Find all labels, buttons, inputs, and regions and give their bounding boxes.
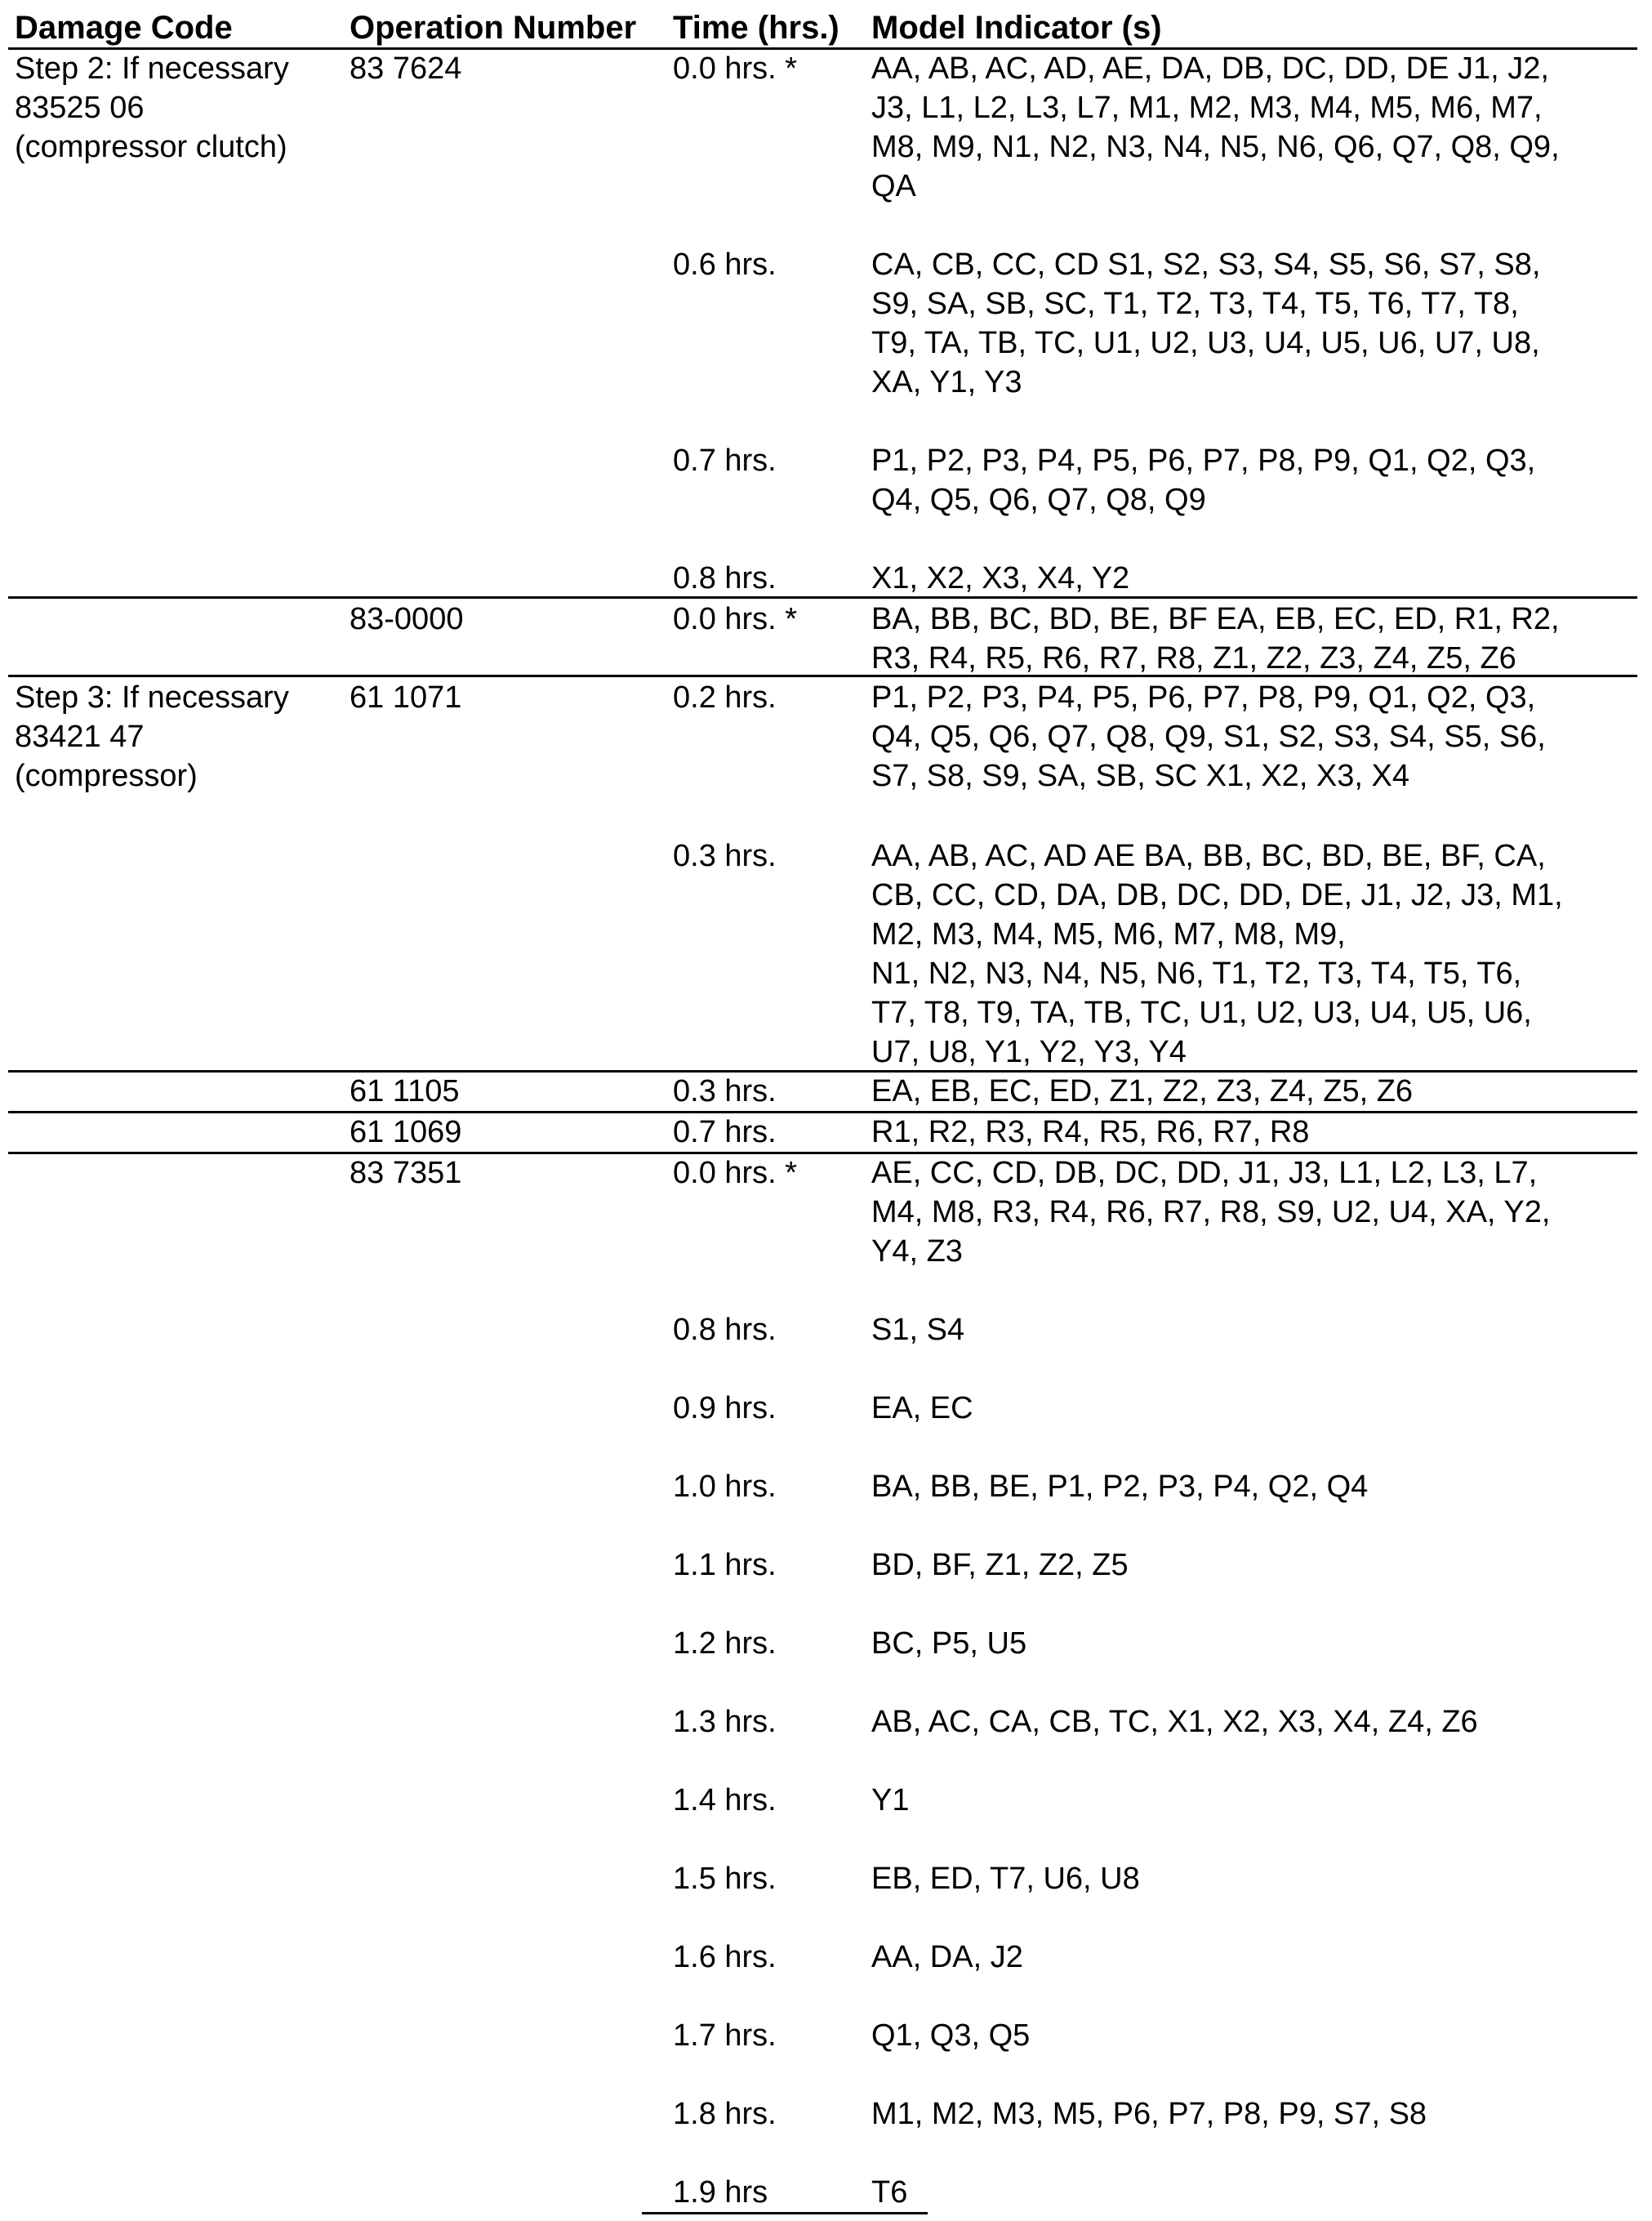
model-indicator-line: EA, EC bbox=[871, 1391, 973, 1425]
time-value: 0.3 hrs. bbox=[673, 839, 777, 873]
damage-code-step2-line2: 83525 06 bbox=[15, 91, 145, 125]
time-value: 0.2 hrs. bbox=[673, 680, 777, 715]
model-indicator-line: AA, AB, AC, AD AE BA, BB, BC, BD, BE, BF, CA, bbox=[871, 839, 1546, 873]
row-rule bbox=[8, 1152, 1637, 1154]
model-indicator-line: EA, EB, EC, ED, Z1, Z2, Z3, Z4, Z5, Z6 bbox=[871, 1074, 1414, 1108]
header-damage-code: Damage Code bbox=[15, 10, 233, 46]
row-rule bbox=[8, 1070, 1637, 1073]
time-value: 1.2 hrs. bbox=[673, 1626, 777, 1661]
model-indicator-line: R3, R4, R5, R6, R7, R8, Z1, Z2, Z3, Z4, Z5, Z6 bbox=[871, 641, 1516, 676]
operation-number: 83 7624 bbox=[350, 51, 462, 86]
operation-number: 61 1105 bbox=[350, 1074, 460, 1108]
model-indicator-line: N1, N2, N3, N4, N5, N6, T1, T2, T3, T4, T5, T6, bbox=[871, 957, 1522, 991]
model-indicator-line: EB, ED, T7, U6, U8 bbox=[871, 1862, 1140, 1896]
model-indicator-line: T9, TA, TB, TC, U1, U2, U3, U4, U5, U6, U7, U8, bbox=[871, 326, 1540, 360]
time-value: 1.9 hrs bbox=[673, 2175, 768, 2210]
time-value: 0.9 hrs. bbox=[673, 1391, 777, 1425]
model-indicator-line: XA, Y1, Y3 bbox=[871, 365, 1022, 399]
time-value: 1.5 hrs. bbox=[673, 1862, 777, 1896]
model-indicator-line: Y1 bbox=[871, 1783, 910, 1817]
damage-code-step2-line3: (compressor clutch) bbox=[15, 130, 287, 164]
operation-number: 83-0000 bbox=[350, 602, 464, 636]
row-rule bbox=[8, 675, 1637, 677]
model-indicator-line: Q1, Q3, Q5 bbox=[871, 2018, 1031, 2053]
model-indicator-line: CA, CB, CC, CD S1, S2, S3, S4, S5, S6, S7, S8, bbox=[871, 248, 1541, 282]
model-indicator-line: P1, P2, P3, P4, P5, P6, P7, P8, P9, Q1, Q2, Q3, bbox=[871, 680, 1536, 715]
model-indicator-line: T7, T8, T9, TA, TB, TC, U1, U2, U3, U4, U5, U6, bbox=[871, 996, 1532, 1030]
model-indicator-line: BC, P5, U5 bbox=[871, 1626, 1027, 1661]
model-indicator-line: Q4, Q5, Q6, Q7, Q8, Q9, S1, S2, S3, S4, S5, S6, bbox=[871, 720, 1546, 754]
time-value: 1.1 hrs. bbox=[673, 1548, 777, 1582]
row-rule bbox=[8, 1111, 1637, 1113]
model-indicator-line: M1, M2, M3, M5, P6, P7, P8, P9, S7, S8 bbox=[871, 2097, 1427, 2131]
model-indicator-line: S9, SA, SB, SC, T1, T2, T3, T4, T5, T6, T7, T8, bbox=[871, 287, 1519, 321]
model-indicator-line: J3, L1, L2, L3, L7, M1, M2, M3, M4, M5, M6, M7, bbox=[871, 91, 1543, 125]
model-indicator-line: M8, M9, N1, N2, N3, N4, N5, N6, Q6, Q7, Q8, Q9, bbox=[871, 130, 1560, 164]
header-time: Time (hrs.) bbox=[673, 10, 839, 46]
time-value: 0.3 hrs. bbox=[673, 1074, 777, 1108]
model-indicator-line: BA, BB, BC, BD, BE, BF EA, EB, EC, ED, R1, R2, bbox=[871, 602, 1560, 636]
model-indicator-line: BA, BB, BE, P1, P2, P3, P4, Q2, Q4 bbox=[871, 1470, 1369, 1504]
model-indicator-line: QA bbox=[871, 169, 916, 203]
damage-code-step3-line2: 83421 47 bbox=[15, 720, 145, 754]
time-value: 0.7 hrs. bbox=[673, 444, 777, 478]
model-indicator-line: S1, S4 bbox=[871, 1313, 965, 1347]
model-indicator-line: CB, CC, CD, DA, DB, DC, DD, DE, J1, J2, J3, M1, bbox=[871, 878, 1563, 912]
model-indicator-line: S7, S8, S9, SA, SB, SC X1, X2, X3, X4 bbox=[871, 759, 1410, 793]
model-indicator-line: R1, R2, R3, R4, R5, R6, R7, R8 bbox=[871, 1115, 1310, 1149]
time-value: 1.6 hrs. bbox=[673, 1940, 777, 1974]
time-value: 0.8 hrs. bbox=[673, 1313, 777, 1347]
model-indicator-line: P1, P2, P3, P4, P5, P6, P7, P8, P9, Q1, Q2, Q3, bbox=[871, 444, 1536, 478]
time-value: 1.8 hrs. bbox=[673, 2097, 777, 2131]
time-value: 0.0 hrs. * bbox=[673, 51, 798, 86]
header-model-indicator: Model Indicator (s) bbox=[871, 10, 1162, 46]
bottom-rule bbox=[642, 2212, 928, 2214]
model-indicator-line: U7, U8, Y1, Y2, Y3, Y4 bbox=[871, 1035, 1187, 1069]
model-indicator-line: AB, AC, CA, CB, TC, X1, X2, X3, X4, Z4, Z6 bbox=[871, 1705, 1478, 1739]
model-indicator-line: AA, AB, AC, AD, AE, DA, DB, DC, DD, DE J1, J2, bbox=[871, 51, 1549, 86]
operation-number: 61 1069 bbox=[350, 1115, 462, 1149]
time-value: 0.8 hrs. bbox=[673, 561, 777, 595]
model-indicator-line: Y4, Z3 bbox=[871, 1234, 963, 1269]
time-value: 0.7 hrs. bbox=[673, 1115, 777, 1149]
damage-code-step3-line1: Step 3: If necessary bbox=[15, 680, 289, 715]
time-value: 0.0 hrs. * bbox=[673, 602, 798, 636]
model-indicator-line: AA, DA, J2 bbox=[871, 1940, 1023, 1974]
operation-number: 83 7351 bbox=[350, 1156, 462, 1190]
model-indicator-line: AE, CC, CD, DB, DC, DD, J1, J3, L1, L2, L3, L7, bbox=[871, 1156, 1538, 1190]
model-indicator-line: X1, X2, X3, X4, Y2 bbox=[871, 561, 1130, 595]
time-value: 1.3 hrs. bbox=[673, 1705, 777, 1739]
time-value: 1.4 hrs. bbox=[673, 1783, 777, 1817]
model-indicator-line: BD, BF, Z1, Z2, Z5 bbox=[871, 1548, 1129, 1582]
operation-number: 61 1071 bbox=[350, 680, 462, 715]
model-indicator-line: Q4, Q5, Q6, Q7, Q8, Q9 bbox=[871, 483, 1206, 517]
time-value: 1.7 hrs. bbox=[673, 2018, 777, 2053]
header-operation-number: Operation Number bbox=[350, 10, 637, 46]
row-rule bbox=[8, 596, 1637, 599]
damage-code-step3-line3: (compressor) bbox=[15, 759, 198, 793]
time-value: 0.6 hrs. bbox=[673, 248, 777, 282]
model-indicator-line: T6 bbox=[871, 2175, 908, 2210]
model-indicator-line: M4, M8, R3, R4, R6, R7, R8, S9, U2, U4, XA, Y2, bbox=[871, 1195, 1551, 1229]
damage-code-step2-line1: Step 2: If necessary bbox=[15, 51, 289, 86]
model-indicator-line: M2, M3, M4, M5, M6, M7, M8, M9, bbox=[871, 917, 1346, 952]
time-value: 0.0 hrs. * bbox=[673, 1156, 798, 1190]
time-value: 1.0 hrs. bbox=[673, 1470, 777, 1504]
